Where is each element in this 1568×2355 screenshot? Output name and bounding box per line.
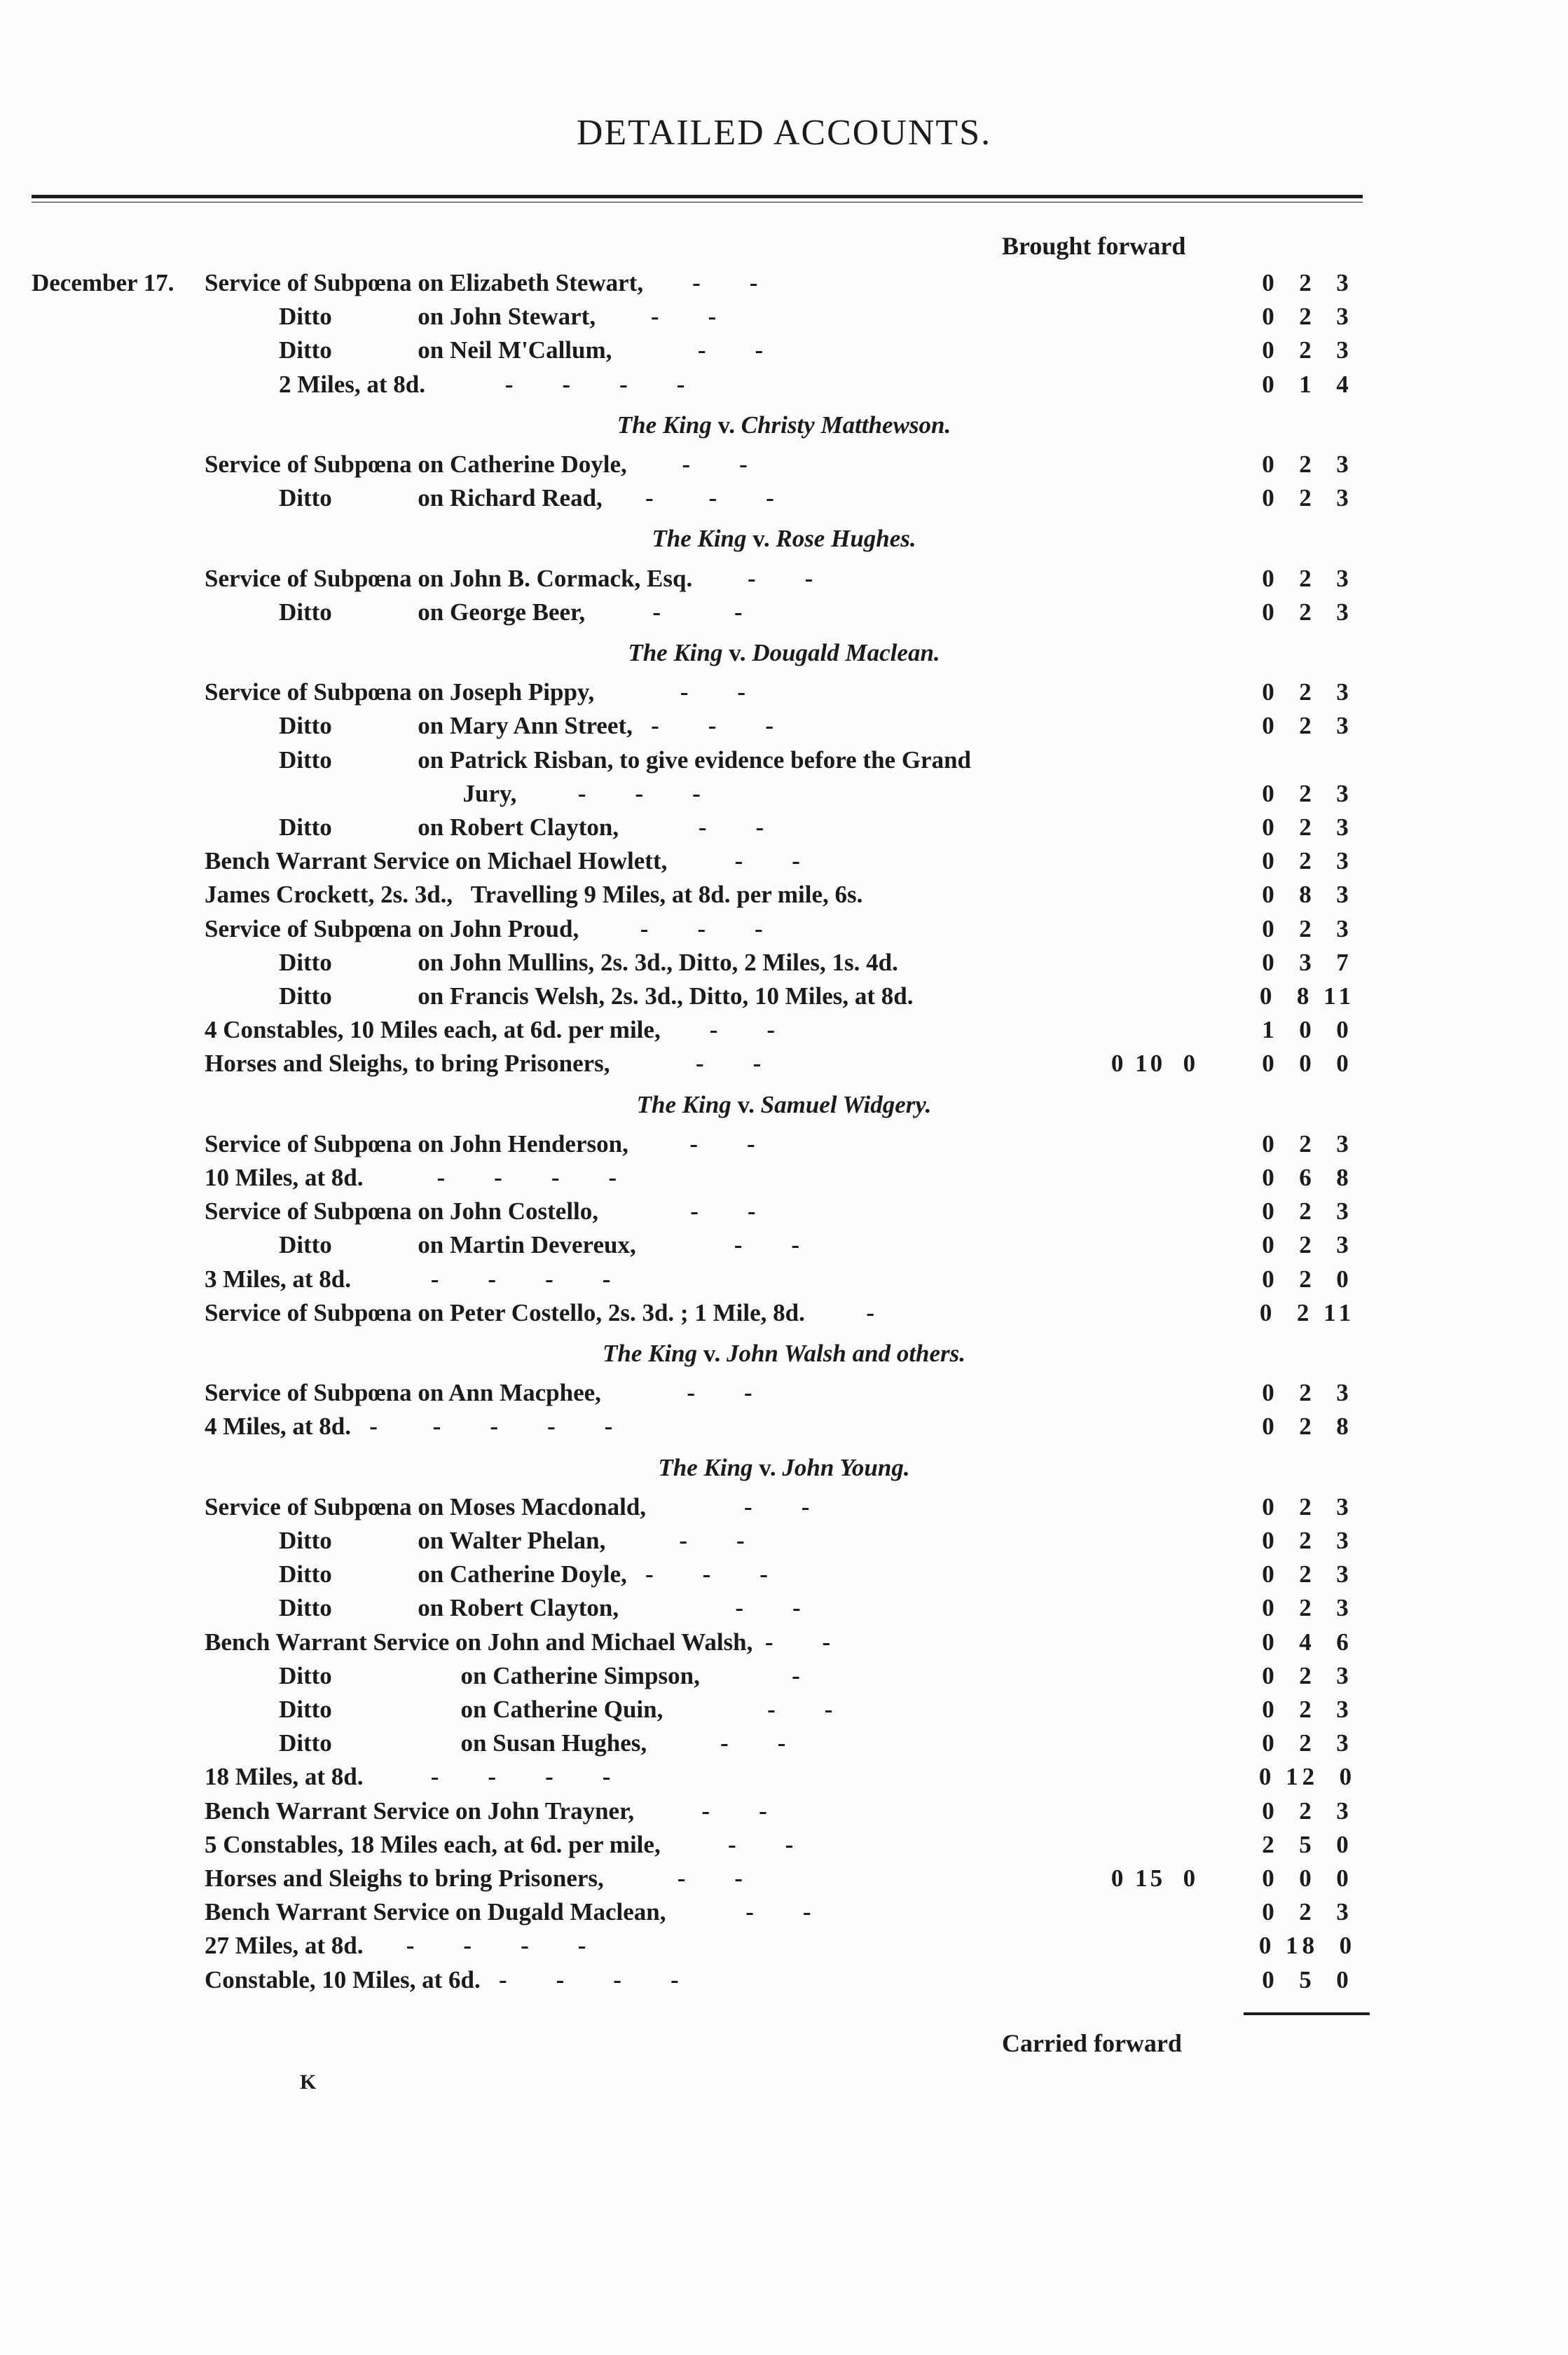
entry-description: 2 Miles, at 8d. - - - - <box>279 370 685 398</box>
ledger-row <box>0 1693 1568 1726</box>
entry-description: Ditto on Catherine Simpson, - <box>279 1661 800 1689</box>
entry-amount: 0 2 11 <box>1259 1298 1356 1326</box>
entry-description: Service of Subpœna on Moses Macdonald, - - <box>205 1492 810 1520</box>
entry-amount: 0 2 3 <box>1262 598 1353 626</box>
ledger-row <box>0 777 1568 811</box>
case-heading-defendant: Rose Hughes. <box>776 525 916 553</box>
entry-description: Ditto on Robert Clayton, - - <box>279 1594 801 1622</box>
entry-amount: 0 2 3 <box>1262 1231 1353 1259</box>
ledger-row <box>0 912 1568 946</box>
ledger-row <box>0 562 1568 596</box>
ledger-row <box>0 1013 1568 1047</box>
entry-amount: 0 12 0 <box>1258 1763 1356 1791</box>
ledger-row <box>0 709 1568 743</box>
case-heading-plaintiff: The King <box>628 639 723 666</box>
entry-amount: 2 5 0 <box>1262 1830 1353 1858</box>
ledger-row <box>0 1524 1568 1558</box>
entry-amount: 0 0 0 <box>1262 1050 1353 1078</box>
ledger-row <box>0 368 1568 401</box>
ledger-row <box>0 1794 1568 1828</box>
case-heading-plaintiff: The King <box>617 411 712 439</box>
entry-description: Ditto on Robert Clayton, - - <box>279 813 764 841</box>
entry-description: Jury, - - - <box>279 779 701 807</box>
entry-amount: 0 5 0 <box>1262 1965 1353 1993</box>
entry-amount: 0 2 3 <box>1262 678 1353 706</box>
entry-amount: 0 2 8 <box>1262 1413 1353 1441</box>
case-heading-plaintiff: The King <box>602 1340 698 1367</box>
entry-amount: 0 4 6 <box>1262 1628 1353 1656</box>
signature-mark: K <box>300 2071 317 2094</box>
ledger-row <box>0 1760 1568 1794</box>
entry-amount: 0 8 3 <box>1262 881 1353 909</box>
entry-amount: 0 2 3 <box>1262 813 1353 841</box>
brought-forward-label: Brought forward <box>1002 232 1186 260</box>
entry-description: Service of Subpœna on Joseph Pippy, - - <box>205 678 746 706</box>
entry-amount: 0 2 3 <box>1262 564 1353 592</box>
case-heading-versus: v. <box>731 1090 761 1118</box>
entry-amount: 0 2 3 <box>1262 914 1353 942</box>
top-rule <box>32 195 1363 198</box>
entry-description: 3 Miles, at 8d. - - - - <box>205 1265 611 1293</box>
entry-description: Service of Subpœna on Elizabeth Stewart, - - <box>205 269 758 296</box>
entry-amount: 0 2 3 <box>1262 451 1353 478</box>
ledger-row <box>0 811 1568 844</box>
entry-description: Ditto on Mary Ann Street, - - - <box>279 712 774 740</box>
entry-description: Ditto on John Mullins, 2s. 3d., Ditto, 2 Miles, 1s. 4d. <box>279 948 898 976</box>
ledger-row <box>0 844 1568 878</box>
entry-description: 4 Miles, at 8d. - - - - - <box>205 1413 613 1441</box>
entry-description: Ditto on Walter Phelan, - - <box>279 1527 745 1554</box>
entry-description: Ditto on Catherine Doyle, - - - <box>279 1560 768 1588</box>
ledger-row <box>0 1161 1568 1195</box>
entry-description: Ditto on Martin Devereux, - - <box>279 1231 799 1259</box>
entry-description: Service of Subpœna on John Costello, - - <box>205 1197 756 1225</box>
entry-amount: 0 2 3 <box>1262 712 1353 740</box>
entry-amount: 0 2 3 <box>1262 303 1353 331</box>
entry-description: Horses and Sleighs to bring Prisoners, - - <box>205 1865 743 1892</box>
ledger-row <box>0 596 1568 629</box>
case-heading-versus: v. <box>752 1453 783 1481</box>
entry-amount: 1 0 0 <box>1262 1016 1353 1044</box>
entry-description: Service of Subpœna on John Proud, - - - <box>205 914 763 942</box>
ledger-row <box>0 1228 1568 1262</box>
ledger-row <box>0 481 1568 515</box>
entry-description: Ditto on Neil M'Callum, - - <box>279 336 764 364</box>
case-heading <box>0 1340 1568 1368</box>
case-heading <box>0 1091 1568 1119</box>
entry-amount: 0 2 3 <box>1262 1661 1353 1689</box>
entry-amount: 0 2 3 <box>1262 1898 1353 1926</box>
entry-description: 4 Constables, 10 Miles each, at 6d. per mile, - - <box>205 1016 776 1044</box>
entry-amount: 0 2 3 <box>1262 1797 1353 1825</box>
entry-sub-amount: 0 10 0 <box>1110 1050 1199 1078</box>
entry-description: Service of Subpœna on John Henderson, - - <box>205 1130 755 1158</box>
case-heading-plaintiff: The King <box>636 1090 731 1118</box>
entry-description: Ditto on Richard Read, - - - <box>279 484 774 512</box>
entry-description: Service of Subpœna on Catherine Doyle, - - <box>205 451 748 478</box>
entry-description: Constable, 10 Miles, at 6d. - - - - <box>205 1965 679 1993</box>
case-heading-defendant: Dougald Maclean. <box>752 639 940 666</box>
ledger-row <box>0 1263 1568 1296</box>
ledger-row <box>0 980 1568 1013</box>
total-rule <box>1244 2012 1370 2015</box>
entry-description: Ditto on John Stewart, - - <box>279 303 717 331</box>
ledger-row <box>0 1376 1568 1410</box>
entry-description: 18 Miles, at 8d. - - - - <box>205 1763 611 1791</box>
entry-amount: 0 2 3 <box>1262 1527 1353 1554</box>
entry-amount: 0 2 3 <box>1262 1197 1353 1225</box>
ledger-row <box>0 1195 1568 1228</box>
case-heading-defendant: John Young. <box>782 1453 910 1481</box>
ledger-row <box>0 1895 1568 1929</box>
ledger-row <box>0 1410 1568 1443</box>
entry-amount: 0 2 3 <box>1262 484 1353 512</box>
entry-description: James Crockett, 2s. 3d., Travelling 9 Miles, at 8d. per mile, 6s. <box>205 881 863 909</box>
entry-amount: 0 2 3 <box>1262 779 1353 807</box>
entry-amount: 0 3 7 <box>1262 948 1353 976</box>
entry-description: Ditto on George Beer, - - <box>279 598 743 626</box>
entry-amount: 0 2 3 <box>1262 1379 1353 1407</box>
case-heading <box>0 411 1568 439</box>
ledger-row <box>0 1047 1568 1080</box>
entry-amount: 0 2 3 <box>1262 1130 1353 1158</box>
entry-description: Bench Warrant Service on John and Michael Walsh, - - <box>205 1628 831 1656</box>
ledger-row <box>0 1626 1568 1659</box>
entry-description: Horses and Sleighs, to bring Prisoners, - - <box>205 1050 762 1078</box>
entry-description: 5 Constables, 18 Miles each, at 6d. per mile, - - <box>205 1830 794 1858</box>
entry-amount: 0 18 0 <box>1258 1932 1356 1960</box>
case-heading-versus: v. <box>711 411 741 439</box>
case-heading-defendant: Christy Matthewson. <box>741 411 951 439</box>
ledger-row <box>0 675 1568 709</box>
ledger-row <box>0 1828 1568 1862</box>
ledger-row <box>0 743 1568 777</box>
case-heading-plaintiff: The King <box>652 525 747 553</box>
entry-amount: 0 2 3 <box>1262 1696 1353 1723</box>
entry-amount: 0 0 0 <box>1262 1865 1353 1892</box>
entry-description: 10 Miles, at 8d. - - - - <box>205 1164 617 1191</box>
entry-amount: 0 2 3 <box>1262 1729 1353 1757</box>
case-heading-defendant: Samuel Widgery. <box>760 1090 932 1118</box>
entry-amount: 0 8 11 <box>1259 982 1356 1010</box>
case-heading-versus: v. <box>746 525 776 553</box>
case-heading-defendant: John Walsh and others. <box>726 1340 966 1367</box>
ledger-row <box>0 946 1568 980</box>
ledger-row <box>0 334 1568 367</box>
entry-description: Ditto on Susan Hughes, - - <box>279 1729 786 1757</box>
ledger-row <box>0 1490 1568 1524</box>
entry-amount: 0 2 3 <box>1262 1594 1353 1622</box>
ledger-row <box>0 1127 1568 1161</box>
entry-description: Ditto on Patrick Risban, to give evidence before the Grand <box>279 746 972 774</box>
ledger-row <box>0 1929 1568 1963</box>
entry-amount: 0 2 3 <box>1262 269 1353 296</box>
entry-description: Ditto on Catherine Quin, - - <box>279 1696 833 1723</box>
entry-sub-amount: 0 15 0 <box>1110 1865 1199 1892</box>
entry-description: Bench Warrant Service on John Trayner, - - <box>205 1797 767 1825</box>
ledger-row <box>0 1726 1568 1760</box>
case-heading <box>0 1454 1568 1482</box>
entry-description: 27 Miles, at 8d. - - - - <box>205 1932 586 1960</box>
carried-forward-label: Carried forward <box>1002 2029 1182 2057</box>
ledger-row <box>0 1862 1568 1895</box>
case-heading <box>0 639 1568 667</box>
entry-date: December 17. <box>32 269 174 296</box>
entry-amount: 0 6 8 <box>1262 1164 1353 1191</box>
ledger-row <box>0 448 1568 481</box>
entry-description: Ditto on Francis Welsh, 2s. 3d., Ditto, 10 Miles, at 8d. <box>279 982 914 1010</box>
entry-amount: 0 2 3 <box>1262 1492 1353 1520</box>
ledger-row <box>0 1558 1568 1591</box>
ledger-row <box>0 1296 1568 1330</box>
entry-amount: 0 2 0 <box>1262 1265 1353 1293</box>
entry-description: Service of Subpœna on John B. Cormack, Esq. - - <box>205 564 813 592</box>
entry-description: Service of Subpœna on Peter Costello, 2s. 3d. ; 1 Mile, 8d. - <box>205 1298 874 1326</box>
entry-description: Service of Subpœna on Ann Macphee, - - <box>205 1379 752 1407</box>
entry-amount: 0 2 3 <box>1262 1560 1353 1588</box>
entry-amount: 0 1 4 <box>1262 370 1353 398</box>
ledger-row <box>0 1659 1568 1693</box>
case-heading-plaintiff: The King <box>658 1453 753 1481</box>
entry-description: Bench Warrant Service on Dugald Maclean, - - <box>205 1898 811 1926</box>
ledger-row <box>0 266 1568 300</box>
ledger-row <box>0 878 1568 912</box>
ledger-row <box>0 1591 1568 1625</box>
page-title: DETAILED ACCOUNTS. <box>576 113 992 153</box>
entry-description: Bench Warrant Service on Michael Howlett, - - <box>205 847 800 875</box>
case-heading-versus: v. <box>697 1340 727 1367</box>
case-heading <box>0 525 1568 553</box>
entry-amount: 0 2 3 <box>1262 336 1353 364</box>
ledger-row <box>0 1963 1568 1997</box>
entry-amount: 0 2 3 <box>1262 847 1353 875</box>
ledger-row <box>0 300 1568 334</box>
case-heading-versus: v. <box>722 639 752 666</box>
